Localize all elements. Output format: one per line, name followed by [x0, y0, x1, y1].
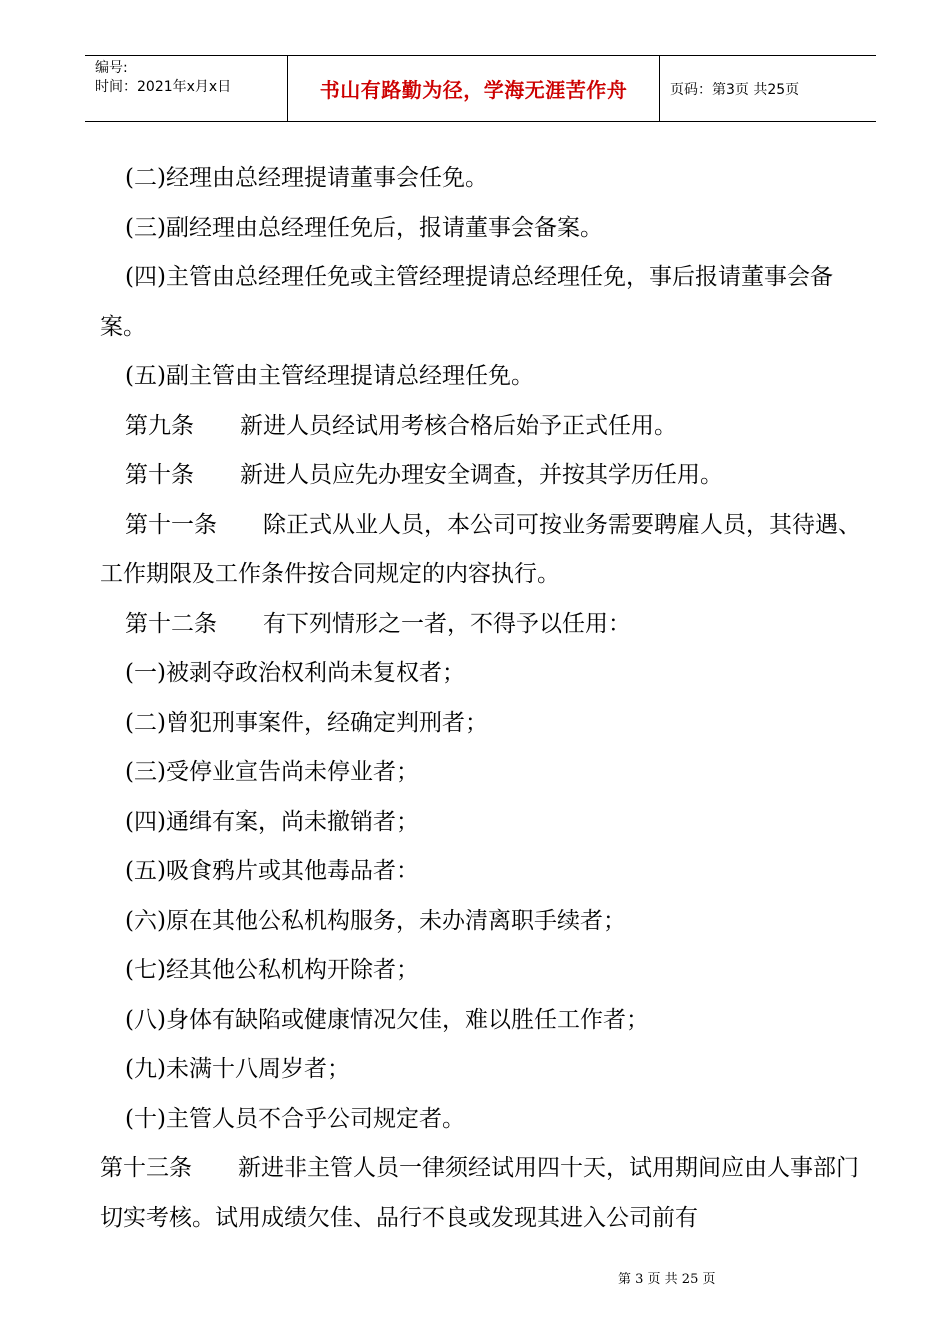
paragraph: (五)副主管由主管经理提请总经理任免。: [125, 363, 534, 389]
list-item: (八)身体有缺陷或健康情况欠佳，难以胜任工作者；: [125, 1006, 649, 1033]
number-label: 编号:: [95, 60, 128, 76]
article-12: 第十二条 有下列情形之一者，不得予以任用：: [125, 610, 631, 637]
article-11: 第十一条 除正式从业人员，本公司可按业务需要聘雇人员，其待遇、工作期限及工作条件按合同规定的内容执行。: [100, 511, 861, 587]
list-item: (七)经其他公私机构开除者；: [125, 957, 419, 983]
list-item: (五)吸食鸦片或其他毒品者：: [125, 858, 419, 884]
header-meta: [85, 56, 287, 121]
list-item: (一)被剥夺政治权利尚未复权者；: [125, 660, 465, 686]
list-item: (六)原在其他公私机构服务，未办清离职手续者；: [125, 907, 626, 934]
list-item: (三)受停业宣告尚未停业者；: [125, 759, 419, 785]
time-label: 时间：2021年x月x日: [95, 79, 232, 95]
list-item: (四)通缉有案，尚未撤销者；: [125, 808, 419, 835]
footer-page-number: 第 3 页 共 25 页: [618, 1272, 716, 1287]
header-page-info: 页码：第3页 共25页: [670, 81, 800, 98]
paragraph: (三)副经理由总经理任免后，报请董事会备案。: [125, 214, 603, 241]
article-13: 第十三条 新进非主管人员一律须经试用四十天，试用期间应由人事部门切实考核。试用成绩欠佳、品行不良或发现其进入公司前有: [100, 1155, 859, 1231]
page-header: [85, 55, 876, 122]
list-item: (十)主管人员不合乎公司规定者。: [125, 1105, 465, 1132]
list-item: (二)曾犯刑事案件，经确定判刑者；: [125, 709, 488, 736]
document-body: [100, 154, 865, 1243]
header-page-info-cell: [660, 56, 876, 121]
header-motto: 书山有路勤为径，学海无涯苦作舟: [319, 78, 628, 102]
paragraph: (四)主管由总经理任免或主管经理提请总经理任免，事后报请董事会备案。: [100, 264, 833, 340]
header-motto-cell: [287, 56, 660, 121]
paragraph: (二)经理由总经理提请董事会任免。: [125, 165, 488, 191]
article-10: 第十条 新进人员应先办理安全调查，并按其学历任用。: [125, 462, 723, 488]
article-9: 第九条 新进人员经试用考核合格后始予正式任用。: [125, 412, 677, 439]
list-item: (九)未满十八周岁者；: [125, 1056, 350, 1082]
